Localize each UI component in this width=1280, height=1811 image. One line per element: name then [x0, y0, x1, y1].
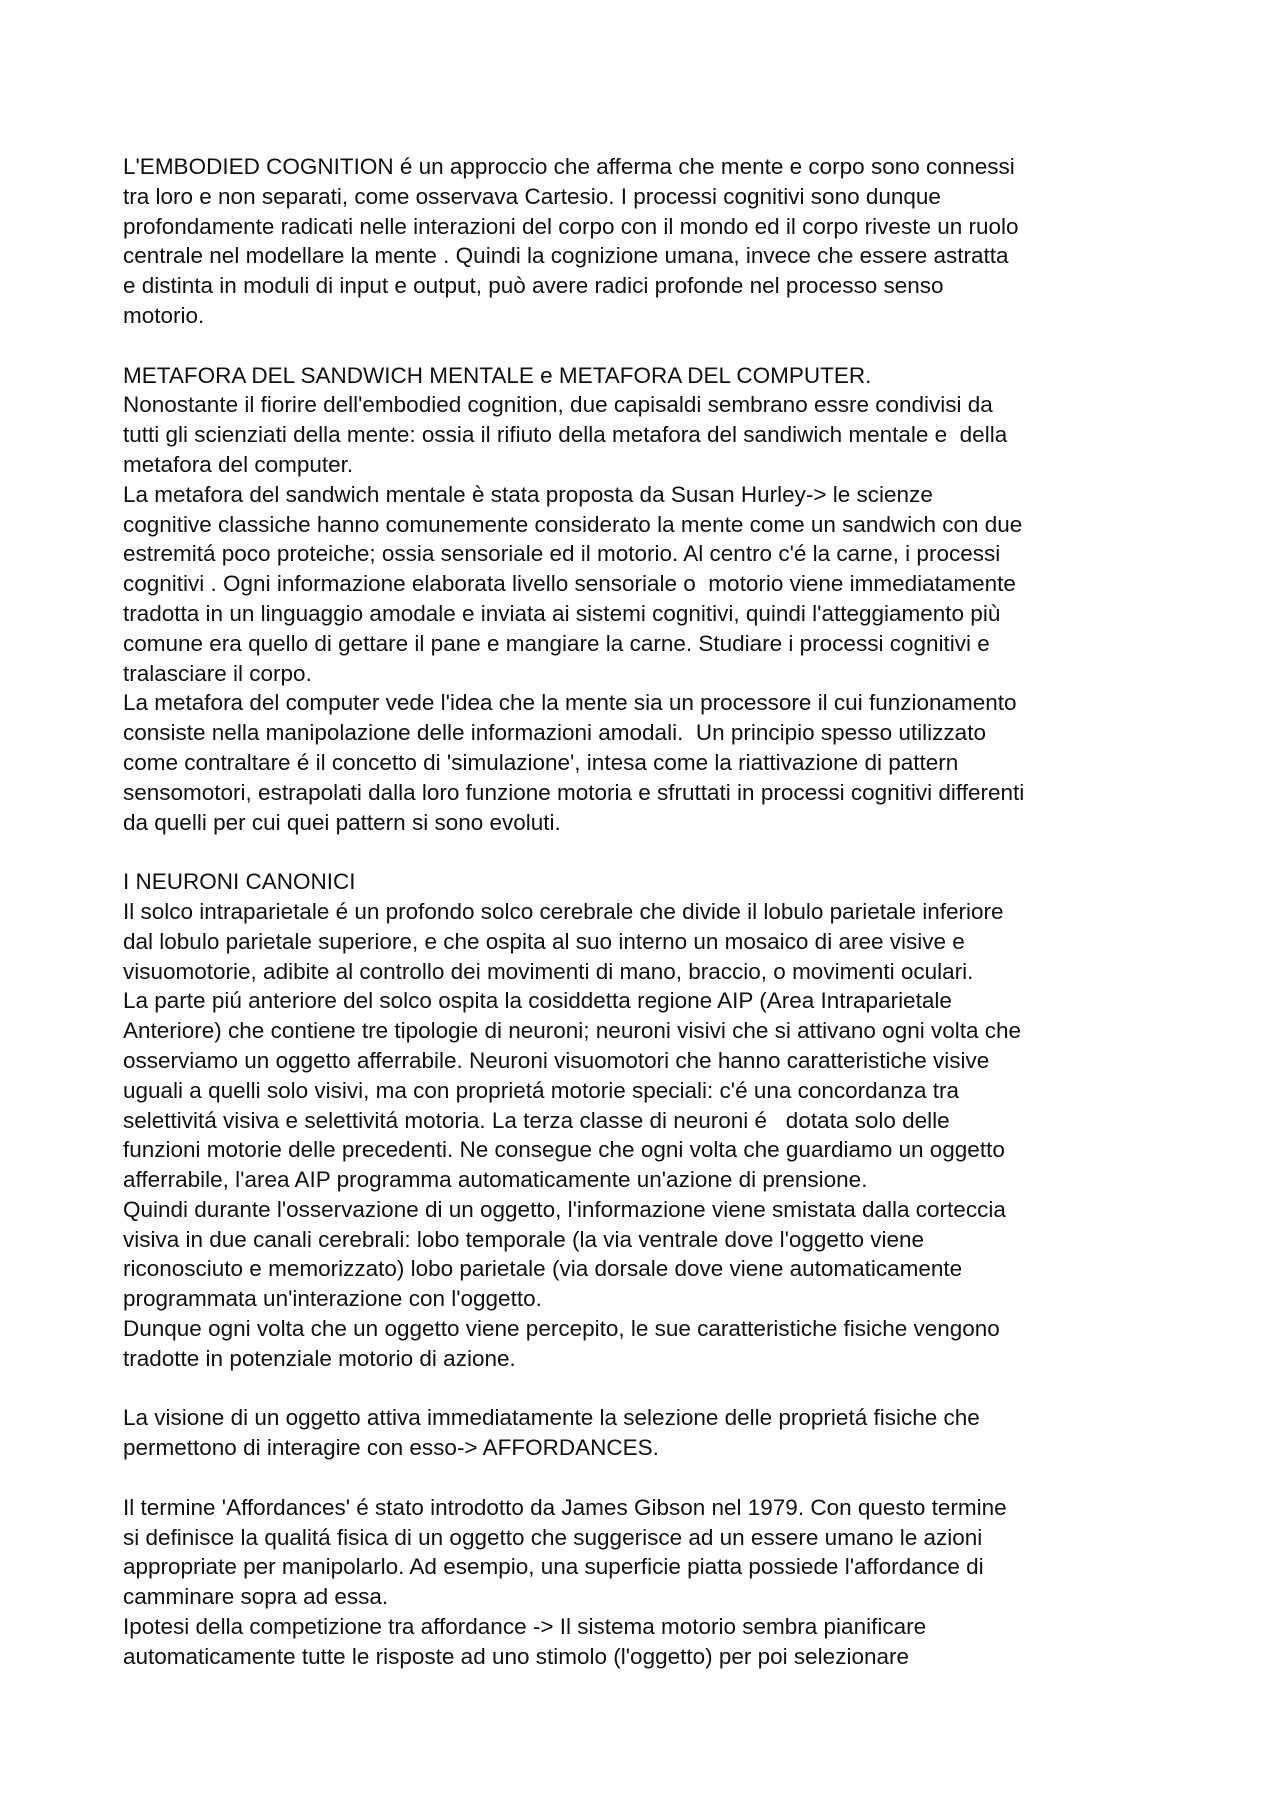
text-line: visiva in due canali cerebrali: lobo temporale (la via ventrale dove l'oggetto viene: [123, 1226, 925, 1252]
text-line: da quelli per cui quei pattern si sono evoluti.: [123, 809, 561, 835]
text-line: comune era quello di gettare il pane e mangiare la carne. Studiare i processi cognitivi e: [123, 630, 990, 656]
text-line: funzioni motorie delle precedenti. Ne consegue che ogni volta che guardiamo un oggetto: [123, 1137, 1005, 1163]
text-line: La visione di un oggetto attiva immediatamente la selezione delle proprietá fisiche che: [123, 1405, 980, 1431]
text-line: cognitive classiche hanno comunemente considerato la mente come un sandwich con due: [123, 511, 1023, 537]
text-line: tradotte in potenziale motorio di azione.: [123, 1345, 516, 1371]
paragraph-embodied-intro: [123, 152, 1183, 331]
text-line: afferrabile, l'area AIP programma automaticamente un'azione di prensione.: [123, 1167, 868, 1193]
text-line: Dunque ogni volta che un oggetto viene percepito, le sue caratteristiche fisiche vengono: [123, 1316, 1000, 1342]
text-line: dal lobulo parietale superiore, e che ospita al suo interno un mosaico di aree visive e: [123, 928, 965, 954]
text-line: La metafora del sandwich mentale è stata proposta da Susan Hurley-> le scienze: [123, 481, 933, 507]
paragraph-gap: [123, 331, 1183, 361]
paragraph-gap: [123, 1374, 1183, 1404]
text-line: camminare sopra ad essa.: [123, 1584, 389, 1610]
text-line: estremitá poco proteiche; ossia sensoriale ed il motorio. Al centro c'é la carne, i processi: [123, 541, 1001, 567]
paragraph-affordances: [123, 1493, 1183, 1672]
text-line: come contraltare é il concetto di 'simulazione', intesa come la riattivazione di pattern: [123, 749, 959, 775]
text-line: selettivitá visiva e selettivitá motoria. La terza classe di neuroni é dotata solo delle: [123, 1107, 950, 1133]
text-line: tralasciare il corpo.: [123, 660, 312, 686]
text-line: automaticamente tutte le risposte ad uno stimolo (l'oggetto) per poi selezionare: [123, 1643, 909, 1669]
text-line: La parte piú anteriore del solco ospita la cosiddetta regione AIP (Area Intraparietale: [123, 988, 952, 1014]
text-line: tradotta in un linguaggio amodale e inviata ai sistemi cognitivi, quindi l'atteggiamento più: [123, 600, 1001, 626]
text-line: visuomotorie, adibite al controllo dei movimenti di mano, braccio, o movimenti oculari.: [123, 958, 974, 984]
text-line: Anteriore) che contiene tre tipologie di neuroni; neuroni visivi che si attivano ogni volta che: [123, 1018, 1022, 1044]
text-line: metafora del computer.: [123, 451, 354, 477]
text-line: osserviamo un oggetto afferrabile. Neuroni visuomotori che hanno caratteristiche visive: [123, 1047, 990, 1073]
text-line: L'EMBODIED COGNITION é un approccio che afferma che mente e corpo sono connessi: [123, 154, 1015, 179]
paragraph-gap: [123, 1463, 1183, 1493]
section-heading-metafora: METAFORA DEL SANDWICH MENTALE e METAFORA DEL COMPUTER.: [123, 362, 872, 388]
text-line: consiste nella manipolazione delle informazioni amodali. Un principio spesso utilizzato: [123, 720, 986, 746]
section-neuroni-canonici: [123, 867, 1183, 1374]
text-line: La metafora del computer vede l'idea che la mente sia un processore il cui funzionamento: [123, 690, 1017, 716]
text-line: motorio.: [123, 302, 205, 328]
text-line: uguali a quelli solo visivi, ma con proprietá motorie speciali: c'é una concordanza tra: [123, 1077, 959, 1103]
text-line: tra loro e non separati, come osservava Cartesio. I processi cognitivi sono dunque: [123, 183, 941, 209]
document-page: [123, 152, 1183, 1672]
section-metafora: [123, 361, 1183, 838]
section-heading-neuroni: I NEURONI CANONICI: [123, 869, 356, 895]
text-line: Nonostante il fiorire dell'embodied cognition, due capisaldi sembrano essre condivisi da: [123, 392, 993, 418]
paragraph-gap: [123, 837, 1183, 867]
text-line: riconosciuto e memorizzato) lobo parietale (via dorsale dove viene automaticamente: [123, 1256, 963, 1282]
text-line: Il solco intraparietale é un profondo solco cerebrale che divide il lobulo parietale inferiore: [123, 898, 1004, 924]
text-line: Quindi durante l'osservazione di un oggetto, l'informazione viene smistata dalla corteccia: [123, 1196, 1006, 1222]
text-line: Ipotesi della competizione tra affordance -> Il sistema motorio sembra pianificare: [123, 1614, 927, 1640]
text-line: cognitivi . Ogni informazione elaborata livello sensoriale o motorio viene immediatamente: [123, 571, 1016, 597]
text-line: appropriate per manipolarlo. Ad esempio, una superficie piatta possiede l'affordance di: [123, 1554, 984, 1580]
text-line: e distinta in moduli di input e output, può avere radici profonde nel processo senso: [123, 273, 944, 299]
text-line: centrale nel modellare la mente . Quindi la cognizione umana, invece che essere astratta: [123, 243, 1009, 269]
paragraph-visione: [123, 1403, 1183, 1463]
text-line: Il termine 'Affordances' é stato introdotto da James Gibson nel 1979. Con questo termine: [123, 1494, 1007, 1520]
text-line: programmata un'interazione con l'oggetto.: [123, 1286, 542, 1312]
text-line: tutti gli scienziati della mente: ossia il rifiuto della metafora del sandiwich mentale e della: [123, 422, 1008, 448]
text-line: permettono di interagire con esso-> AFFORDANCES.: [123, 1435, 659, 1461]
text-line: sensomotori, estrapolati dalla loro funzione motoria e sfruttati in processi cognitivi differenti: [123, 779, 1025, 805]
text-line: profondamente radicati nelle interazioni del corpo con il mondo ed il corpo riveste un ruolo: [123, 213, 1019, 239]
text-line: si definisce la qualitá fisica di un oggetto che suggerisce ad un essere umano le azioni: [123, 1524, 983, 1550]
